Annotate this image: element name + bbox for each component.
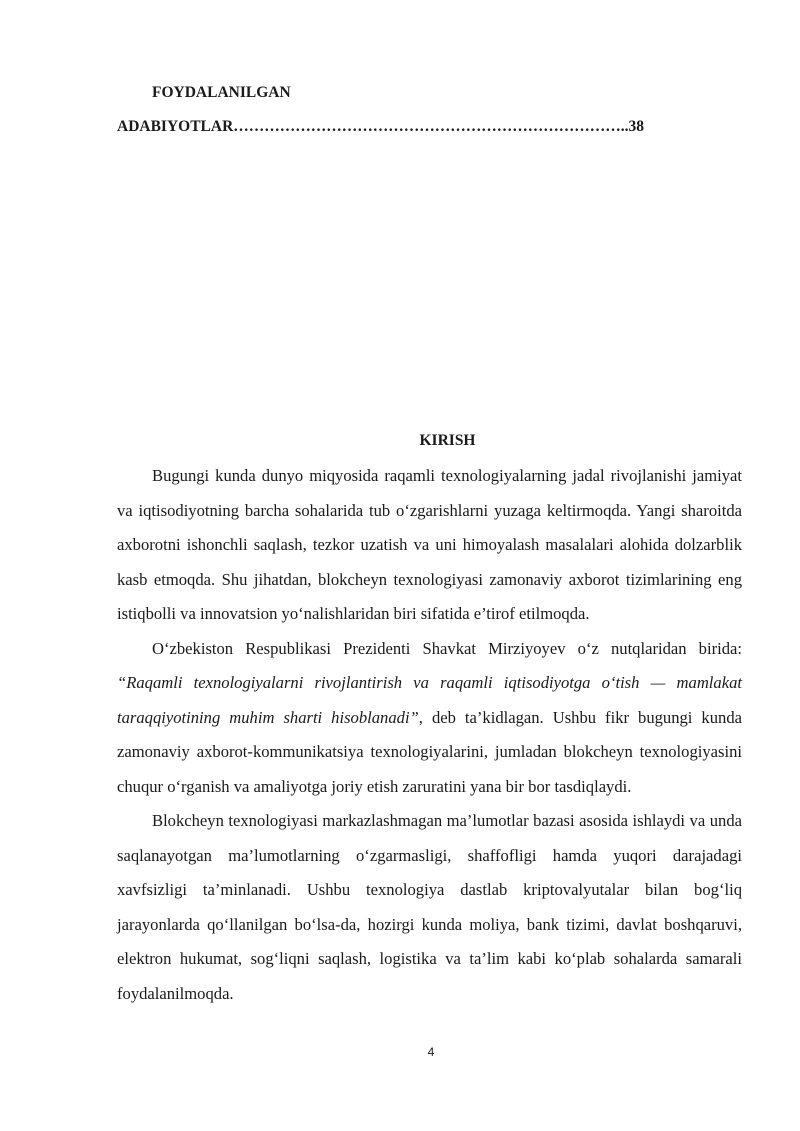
paragraph-2-intro: O‘zbekiston Respublikasi Prezidenti Shavkat Mirziyoyev o‘z nutqlaridan birida:: [152, 638, 742, 658]
paragraph-2-rest: , deb ta’kidlagan. Ushbu fikr bugungi kunda zamonaviy axborot-kommunikatsiya texnologiyalarini, jumladan blokcheyn texnologiyasini chuqur o‘rganish va amaliyotga joriy etish zaruratini yana bir bor tasdiqlaydi.: [117, 707, 742, 796]
body-text: [117, 459, 742, 1011]
president-quote: “Raqamli texnologiyalarni rivojlantirish va raqamli iqtisodiyotga o‘tish — mamlakat taraqqiyotining muhim sharti hisoblanadi”: [117, 673, 742, 727]
paragraph-3: Blokcheyn texnologiyasi markazlashmagan ma’lumotlar bazasi asosida ishlaydi va unda saqlanayotgan ma’lumotlarning o‘zgarmasligi, shaffofligi hamda yuqori darajadagi xavfsizligi ta’minlanadi. Ushbu texnologiya dastlab kriptovalyutalar bilan bog‘liq jarayonlarda qo‘llanilgan bo‘lsa-da, hozirgi kunda moliya, bank tizimi, davlat boshqaruvi, elektron hukumat, sog‘liqni saqlash, logistika va ta’lim kabi ko‘plab sohalarda samarali foydalanilmoqda.: [117, 811, 742, 1003]
paragraph-1: Bugungi kunda dunyo miqyosida raqamli texnologiyalarning jadal rivojlanishi jamiyat va iqtisodiyotning barcha sohalarida tub o‘zgarishlarni yuzaga keltirmoqda. Yangi sharoitda axborotni ishonchli saqlash, tezkor uzatish va uni himoyalash masalalari alohida dolzarblik kasb etmoqda. Shu jihatdan, blokcheyn texnologiyasi zamonaviy axborot tizimlarining eng istiqbolli va innovatsion yo‘nalishlaridan biri sifatida e’tirof etilmoqda.: [117, 466, 742, 623]
toc-entry-line-1: FOYDALANILGAN: [152, 84, 291, 101]
section-heading: KIRISH: [419, 432, 476, 449]
toc-entry-line-2: ADABIYOTLAR…………………………………………………………………..38: [117, 118, 645, 135]
table-of-contents-entry: [117, 76, 644, 144]
page-number: 4: [427, 1045, 435, 1059]
paragraph-2: [117, 632, 742, 805]
